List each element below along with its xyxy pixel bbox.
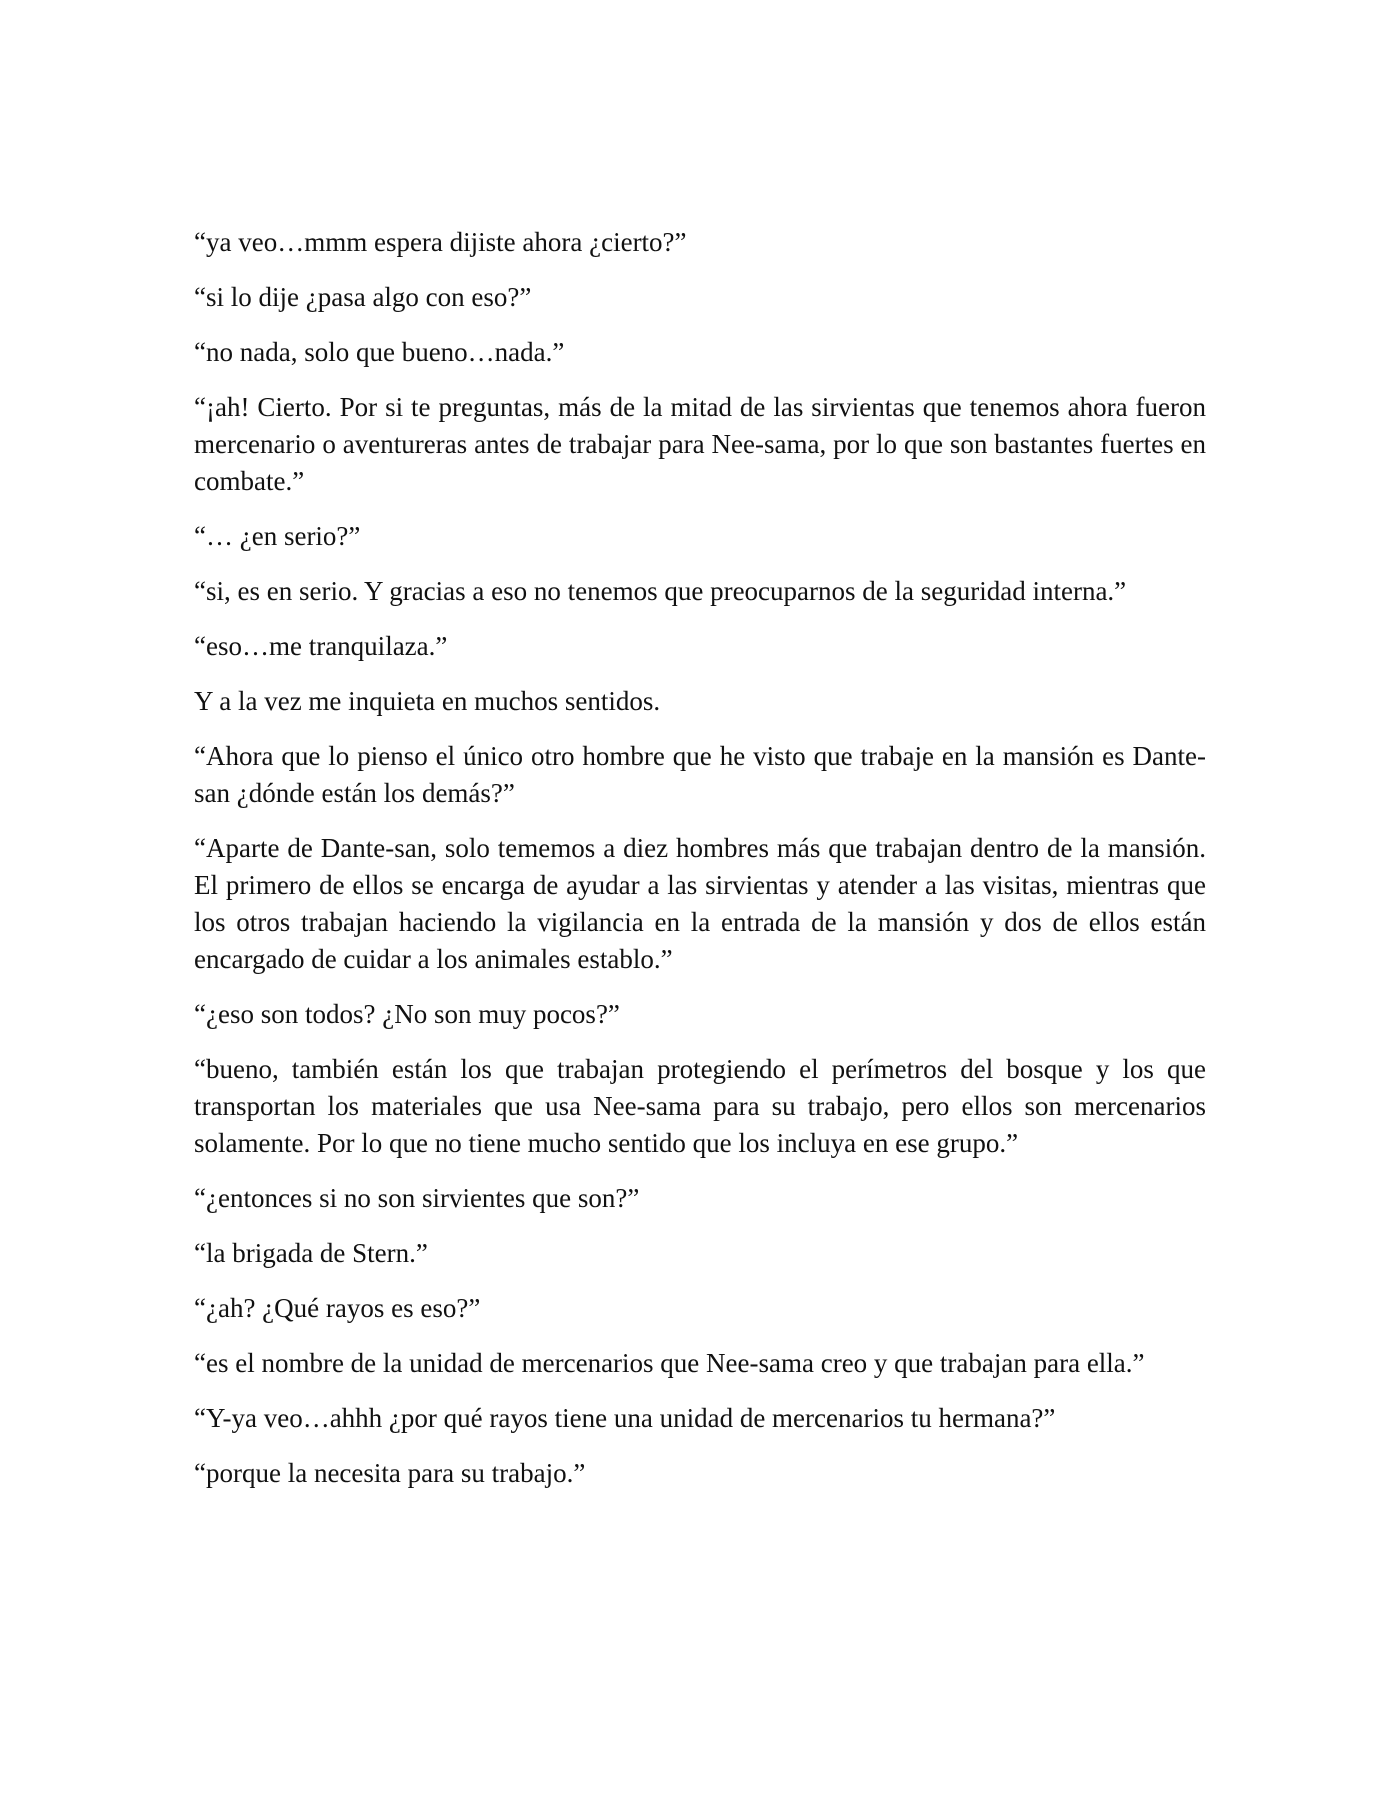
paragraph: “Y-ya veo…ahhh ¿por qué rayos tiene una unidad de mercenarios tu hermana?” [194,1403,1056,1433]
paragraph: “no nada, solo que bueno…nada.” [194,337,565,367]
paragraph: “eso…me tranquilaza.” [194,631,448,661]
paragraph: Y a la vez me inquieta en muchos sentidos. [194,686,661,716]
paragraph: “¿eso son todos? ¿No son muy pocos?” [194,999,620,1029]
paragraph: “bueno, también están los que trabajan protegiendo el perímetros del bosque y los que transportan los materiales que usa Nee-sama para su trabajo, pero ellos son mercenarios solamente. Por lo que no tiene mucho sentido que los incluya en ese grupo.” [194,1054,1206,1158]
paragraph: “¿entonces si no son sirvientes que son?” [194,1183,640,1213]
paragraph: “la brigada de Stern.” [194,1238,428,1268]
paragraph: “¿ah? ¿Qué rayos es eso?” [194,1293,481,1323]
paragraph: “si lo dije ¿pasa algo con eso?” [194,282,532,312]
paragraph: “Aparte de Dante-san, solo tememos a diez hombres más que trabajan dentro de la mansión. El primero de ellos se encarga de ayudar a las sirvientas y atender a las visitas, mientras que los otros trabajan haciendo la vigilancia en la entrada de la mansión y dos de ellos están encargado de cuidar a los animales establo.” [194,833,1206,974]
paragraph: “si, es en serio. Y gracias a eso no tenemos que preocuparnos de la seguridad interna.” [194,576,1127,606]
paragraph: “… ¿en serio?” [194,521,361,551]
paragraph: “¡ah! Cierto. Por si te preguntas, más de la mitad de las sirvientas que tenemos ahora fueron mercenario o aventureras antes de trabajar para Nee-sama, por lo que son bastantes fuertes en combate.” [194,392,1206,496]
paragraph: “ya veo…mmm espera dijiste ahora ¿cierto?” [194,227,687,257]
paragraph: “Ahora que lo pienso el único otro hombre que he visto que trabaje en la mansión es Dante-san ¿dónde están los demás?” [194,741,1206,808]
paragraph: “porque la necesita para su trabajo.” [194,1458,586,1488]
document-page [194,224,1206,1510]
paragraph: “es el nombre de la unidad de mercenarios que Nee-sama creo y que trabajan para ella.” [194,1348,1145,1378]
